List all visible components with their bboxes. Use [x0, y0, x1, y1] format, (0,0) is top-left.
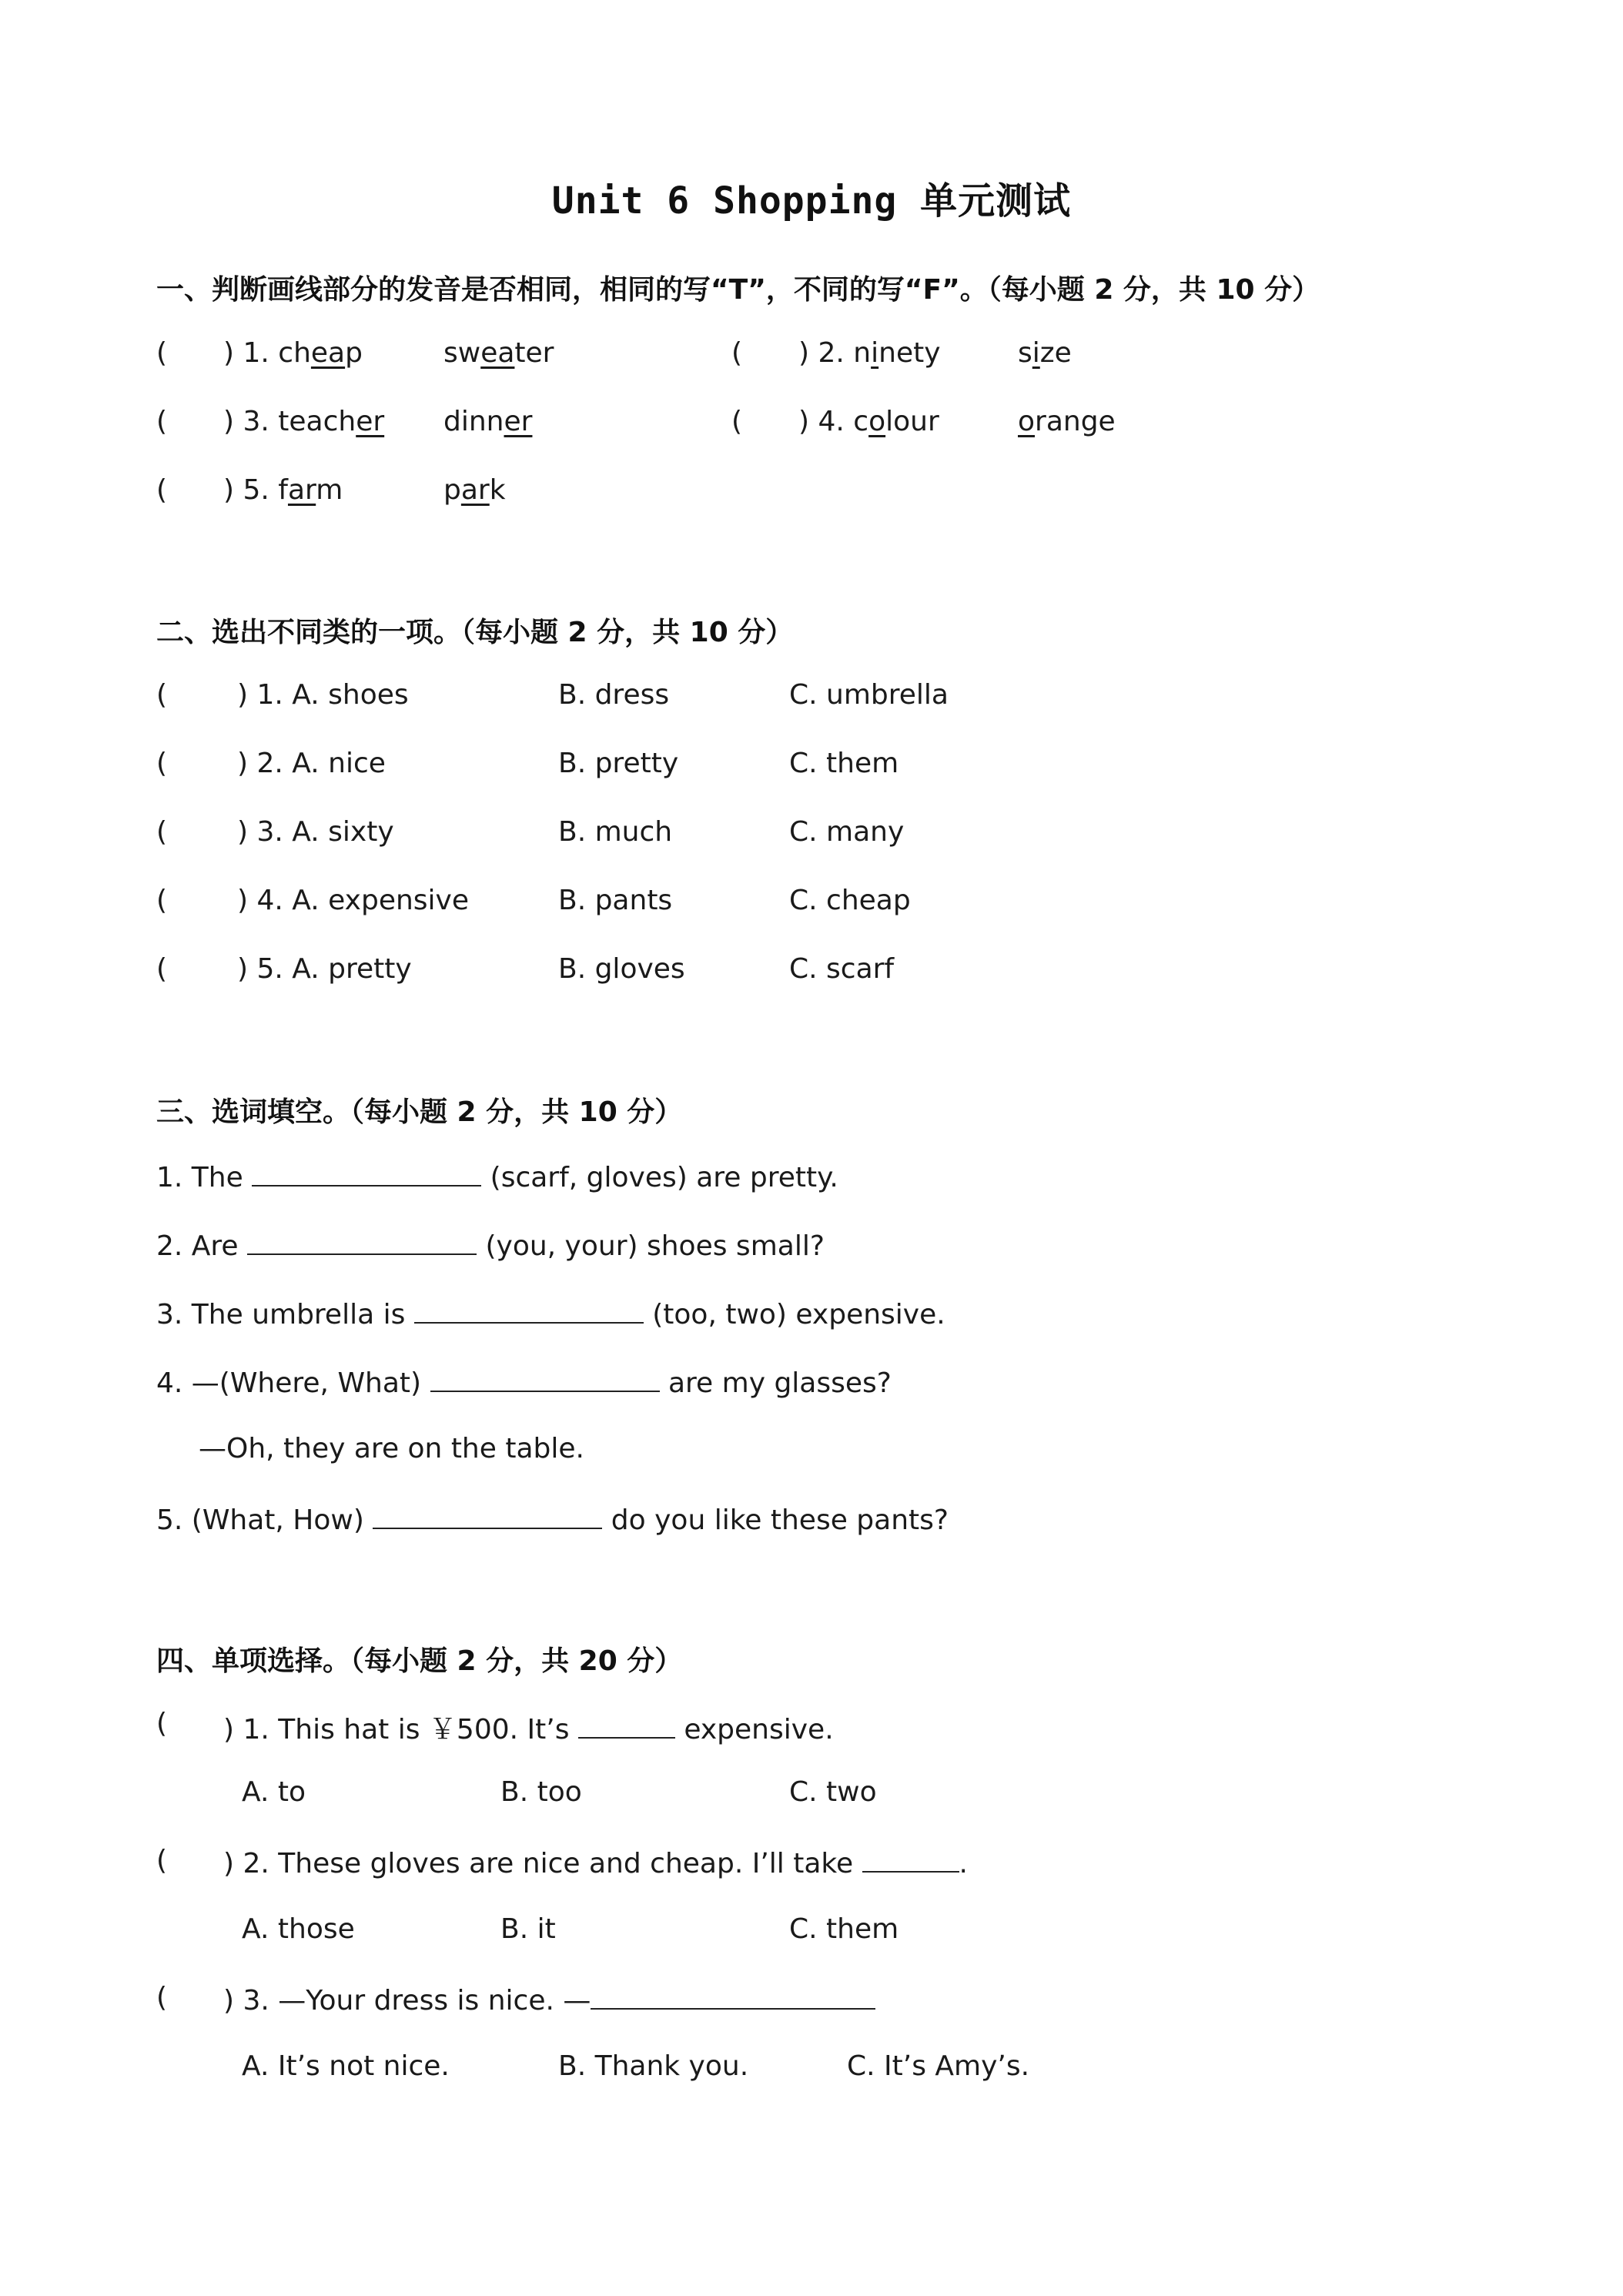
- s2-item-4-b: B. pants: [558, 885, 673, 916]
- s2-item-3-c: C. many: [789, 816, 905, 848]
- section-3-heading: 三、选词填空。（每小题 2 分，共 10 分）: [156, 1096, 683, 1128]
- s1-item-1-word-2: sweater: [443, 337, 554, 369]
- s4-item-3-question: ) 3. —Your dress is nice. —: [223, 1982, 875, 2017]
- s4-item-2-option-b: B. it: [500, 1913, 556, 1945]
- section-2-heading: 二、选出不同类的一项。（每小题 2 分，共 10 分）: [156, 617, 794, 648]
- s2-item-5-b: B. gloves: [558, 953, 685, 985]
- s4-item-1-option-a: A. to: [242, 1776, 306, 1808]
- s2-item-3-a: ) 3. A. sixty: [237, 816, 394, 848]
- s4-item-3-paren: (: [156, 1982, 168, 2013]
- s1-item-1-paren: (: [156, 337, 168, 369]
- s3-item-5: 5. (What, How) do you like these pants?: [156, 1501, 949, 1536]
- s1-item-3-paren: (: [156, 406, 168, 437]
- answer-blank[interactable]: [373, 1501, 602, 1529]
- s2-item-3-b: B. much: [558, 816, 673, 848]
- s1-item-4-word-1: ) 4. colour: [798, 406, 939, 437]
- s4-item-1-option-b: B. too: [500, 1776, 582, 1808]
- s3-item-2: 2. Are (you, your) shoes small?: [156, 1227, 825, 1262]
- s4-item-1-option-c: C. two: [789, 1776, 877, 1808]
- section-1-heading: 一、判断画线部分的发音是否相同，相同的写“T”，不同的写“F”。（每小题 2 分，共 10 分）: [156, 274, 1320, 306]
- s4-item-2-paren: (: [156, 1845, 168, 1876]
- answer-blank[interactable]: [862, 1845, 959, 1873]
- s4-item-2-question: ) 2. These gloves are nice and cheap. I’ll take .: [223, 1845, 968, 1879]
- s2-item-4-a: ) 4. A. expensive: [237, 885, 470, 916]
- s1-item-5-word-2: park: [443, 474, 506, 506]
- s2-item-1-b: B. dress: [558, 679, 670, 711]
- s2-item-1-c: C. umbrella: [789, 679, 949, 711]
- s1-item-3-word-1: ) 3. teacher: [223, 406, 385, 437]
- s1-item-5-paren: (: [156, 474, 168, 506]
- answer-blank[interactable]: [591, 1982, 875, 2010]
- s2-item-5-c: C. scarf: [789, 953, 895, 985]
- s4-item-3-option-b: B. Thank you.: [558, 2050, 749, 2082]
- s4-item-1-question: ) 1. This hat is ￥500. It’s expensive.: [223, 1708, 834, 1747]
- answer-blank[interactable]: [414, 1296, 644, 1324]
- s3-item-4-answer: —Oh, they are on the table.: [199, 1433, 584, 1464]
- s2-item-1-a: ) 1. A. shoes: [237, 679, 409, 711]
- s2-item-2-paren: (: [156, 748, 168, 779]
- s1-item-2-paren: (: [731, 337, 743, 369]
- s2-item-2-b: B. pretty: [558, 748, 679, 779]
- answer-blank[interactable]: [252, 1159, 481, 1186]
- s3-item-4: 4. —(Where, What) are my glasses?: [156, 1364, 892, 1399]
- s3-item-3: 3. The umbrella is (too, two) expensive.: [156, 1296, 945, 1330]
- s2-item-2-c: C. them: [789, 748, 899, 779]
- s4-item-2-option-c: C. them: [789, 1913, 899, 1945]
- s4-item-3-option-c: C. It’s Amy’s.: [847, 2050, 1030, 2082]
- s4-item-3-option-a: A. It’s not nice.: [242, 2050, 450, 2082]
- s3-item-1: 1. The (scarf, gloves) are pretty.: [156, 1159, 838, 1193]
- s4-item-1-paren: (: [156, 1708, 168, 1739]
- s2-item-4-c: C. cheap: [789, 885, 911, 916]
- s2-item-3-paren: (: [156, 816, 168, 848]
- s1-item-4-paren: (: [731, 406, 743, 437]
- s2-item-1-paren: (: [156, 679, 168, 711]
- answer-blank[interactable]: [247, 1227, 477, 1255]
- s1-item-5-word-1: ) 5. farm: [223, 474, 343, 506]
- s1-item-3-word-2: dinner: [443, 406, 533, 437]
- s2-item-5-paren: (: [156, 953, 168, 985]
- page-title: Unit 6 Shopping 单元测试: [551, 179, 1072, 223]
- answer-blank[interactable]: [430, 1364, 660, 1392]
- s1-item-2-word-1: ) 2. ninety: [798, 337, 941, 369]
- s2-item-4-paren: (: [156, 885, 168, 916]
- s1-item-2-word-2: size: [1018, 337, 1072, 369]
- s1-item-4-word-2: orange: [1018, 406, 1116, 437]
- s4-item-2-option-a: A. those: [242, 1913, 355, 1945]
- section-4-heading: 四、单项选择。（每小题 2 分，共 20 分）: [156, 1645, 683, 1677]
- answer-blank[interactable]: [578, 1711, 675, 1739]
- s1-item-1-word-1: ) 1. cheap: [223, 337, 363, 369]
- s2-item-2-a: ) 2. A. nice: [237, 748, 386, 779]
- s2-item-5-a: ) 5. A. pretty: [237, 953, 412, 985]
